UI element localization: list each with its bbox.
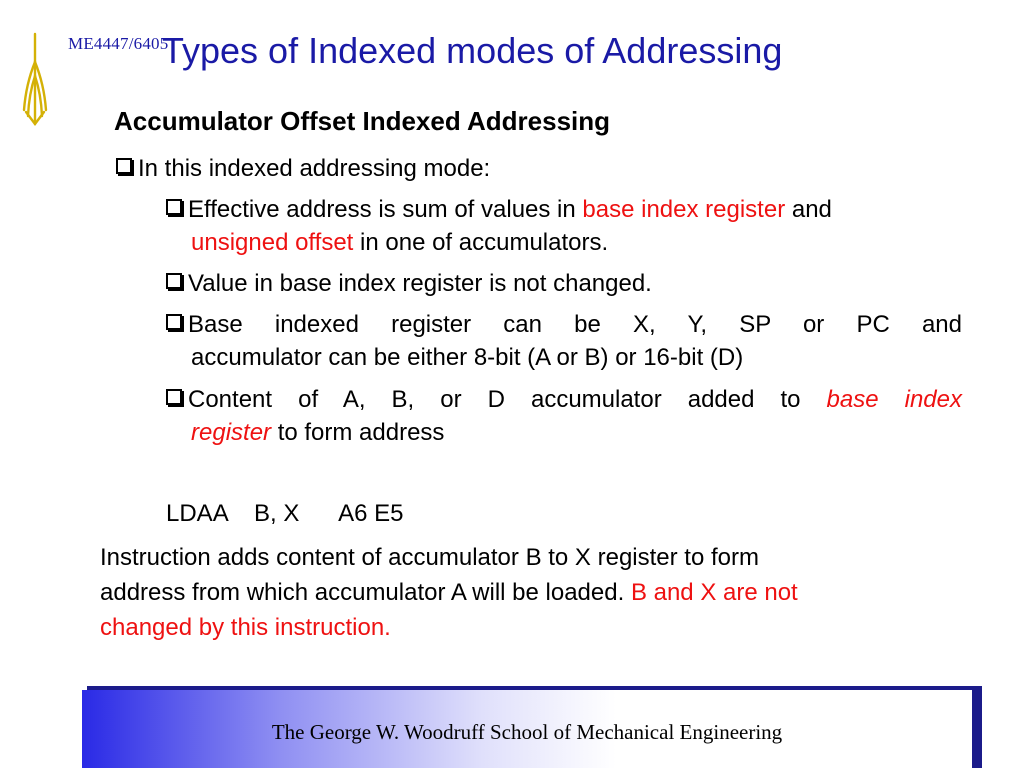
bullet-content-added [166, 383, 962, 449]
intro-bullet-text: In this indexed addressing mode: [138, 155, 491, 182]
bullet-text: in one of accumulators. [353, 229, 609, 256]
intro-bullet [116, 152, 490, 185]
paragraph-line: address from which accumulator A will be loaded. [100, 579, 631, 606]
highlight-text: register [191, 419, 272, 446]
page-title: Types of Indexed modes of Addressing [162, 30, 783, 71]
checkbox-bullet-icon [166, 199, 182, 215]
bullet-text: Content of A, B, or D accumulator added to [188, 386, 827, 413]
bullet-text: and [785, 196, 832, 223]
highlight-text: B and X are not [630, 579, 798, 606]
code-operands: B, X [254, 500, 300, 527]
bullet-effective-address [166, 193, 962, 259]
code-opcode: A6 E5 [338, 500, 404, 527]
highlight-text: base index register [582, 196, 786, 223]
explanation-paragraph [100, 540, 940, 645]
bullet-text: to form address [271, 419, 445, 446]
bullet-text: Effective address is sum of values in [188, 196, 583, 223]
checkbox-bullet-icon [166, 273, 182, 289]
checkbox-bullet-icon [116, 158, 132, 174]
bullet-base-registers [166, 308, 962, 374]
checkbox-bullet-icon [166, 389, 182, 405]
checkbox-bullet-icon [166, 314, 182, 330]
highlight-text: unsigned offset [191, 229, 354, 256]
paragraph-line: Instruction adds content of accumulator B to X register to form [100, 544, 759, 571]
footer-text: The George W. Woodruff School of Mechanical Engineering [271, 720, 783, 744]
code-example [166, 500, 403, 528]
georgia-tech-tower-logo-icon [20, 32, 50, 132]
bullet-value-unchanged [166, 267, 962, 300]
course-code: ME4447/6405 [68, 34, 169, 53]
highlight-text: changed by this instruction. [100, 614, 391, 641]
bullet-text: accumulator can be either 8-bit (A or B) or 16-bit (D) [191, 344, 744, 371]
highlight-text: base index [826, 386, 962, 413]
section-subtitle: Accumulator Offset Indexed Addressing [114, 106, 611, 136]
code-mnemonic: LDAA [166, 500, 228, 527]
bullet-text: Base indexed register can be X, Y, SP or PC and [188, 311, 962, 338]
footer-banner [82, 690, 972, 768]
bullet-text: Value in base index register is not changed. [188, 270, 652, 297]
